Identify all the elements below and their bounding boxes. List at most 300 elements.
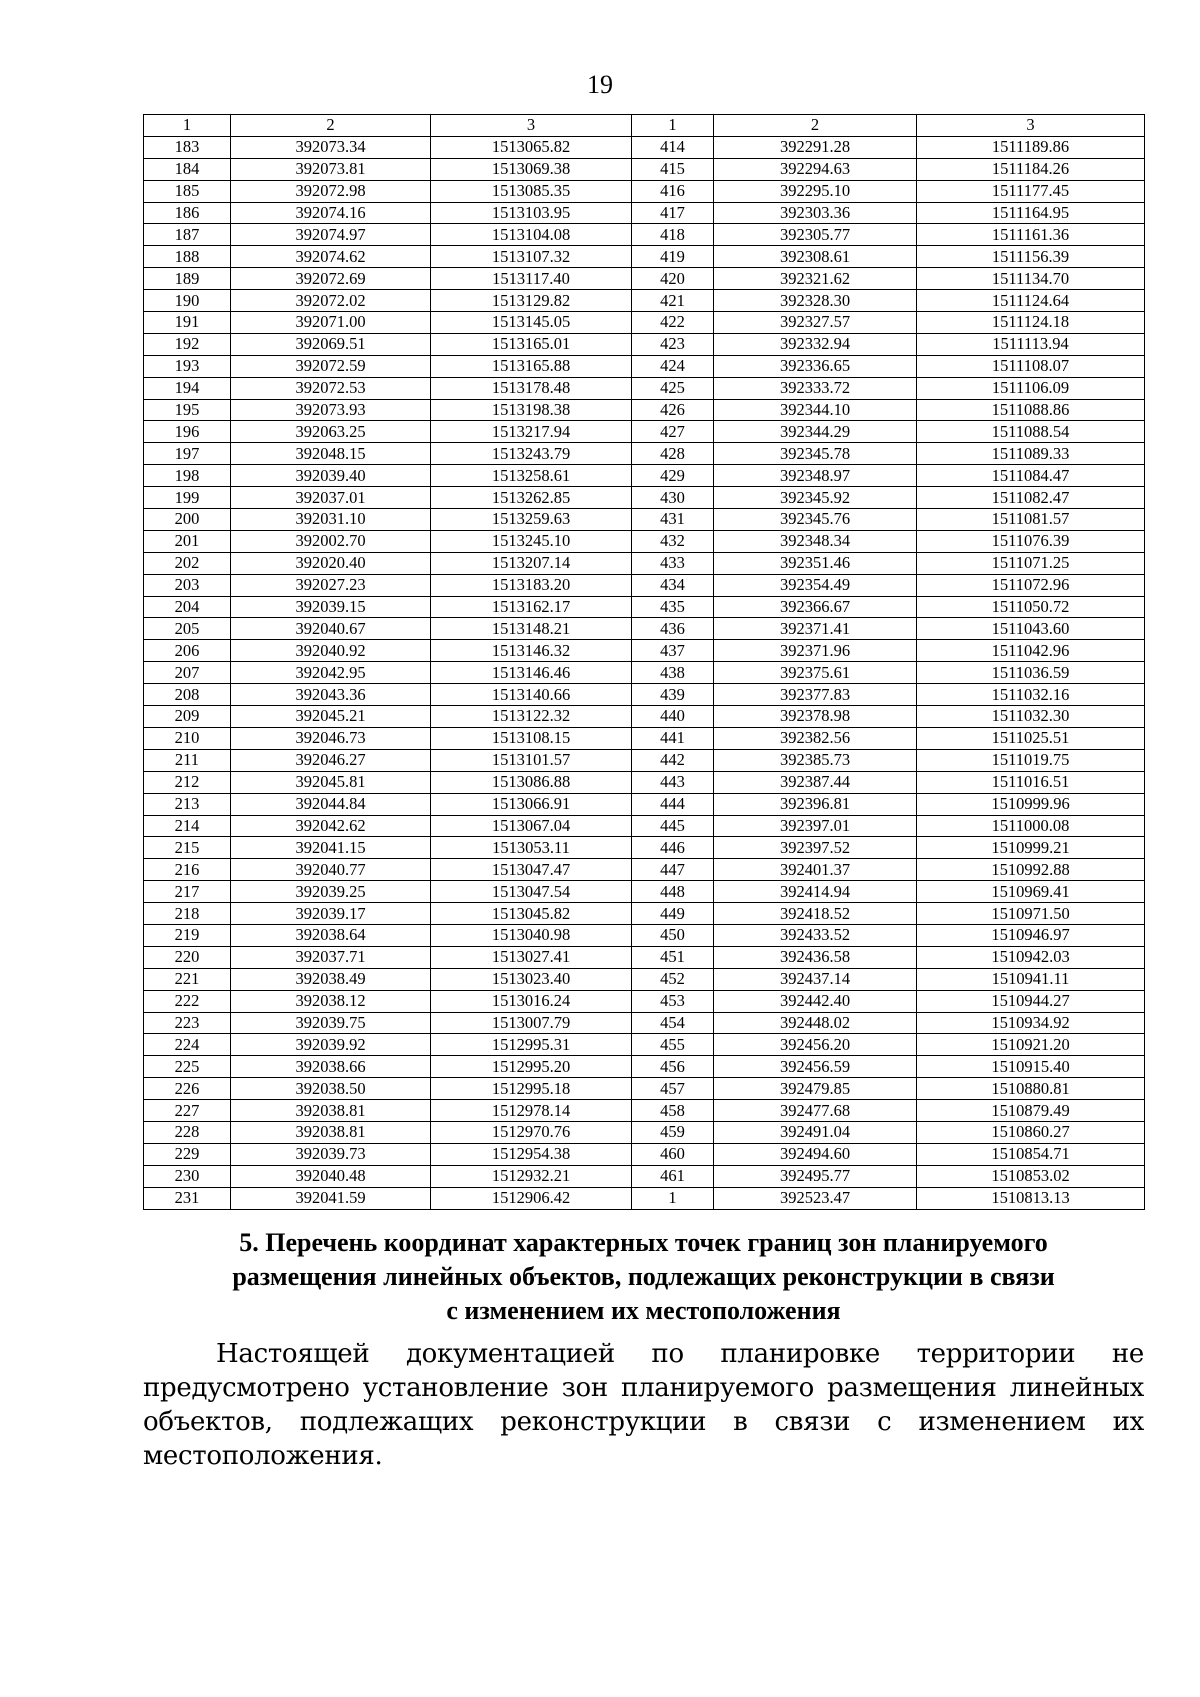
table-row	[144, 377, 1145, 399]
table-cell: 207	[144, 662, 231, 684]
table-cell: 392495.77	[714, 1165, 917, 1187]
table-cell: 230	[144, 1165, 231, 1187]
table-cell: 1510880.81	[917, 1078, 1145, 1100]
table-cell: 1513040.98	[431, 924, 632, 946]
table-row	[144, 1034, 1145, 1056]
table-cell: 392305.77	[714, 224, 917, 246]
table-cell: 1510921.20	[917, 1034, 1145, 1056]
table-row	[144, 706, 1145, 728]
table-row	[144, 487, 1145, 509]
table-cell: 206	[144, 640, 231, 662]
table-cell: 1513198.38	[431, 399, 632, 421]
table-cell: 212	[144, 771, 231, 793]
table-cell: 392397.01	[714, 815, 917, 837]
table-cell: 392038.64	[231, 924, 431, 946]
table-cell: 1510942.03	[917, 946, 1145, 968]
table-cell: 1513129.82	[431, 290, 632, 312]
table-cell: 187	[144, 224, 231, 246]
table-row	[144, 202, 1145, 224]
table-cell: 453	[632, 990, 714, 1012]
table-row	[144, 399, 1145, 421]
table-cell: 392414.94	[714, 881, 917, 903]
table-cell: 1513047.54	[431, 881, 632, 903]
table-cell: 184	[144, 158, 231, 180]
table-cell: 392456.59	[714, 1056, 917, 1078]
table-cell: 1511084.47	[917, 465, 1145, 487]
table-cell: 392002.70	[231, 530, 431, 552]
table-cell: 392040.77	[231, 859, 431, 881]
table-cell: 214	[144, 815, 231, 837]
table-cell: 446	[632, 837, 714, 859]
table-cell: 1513183.20	[431, 574, 632, 596]
table-cell: 1510971.50	[917, 903, 1145, 925]
table-cell: 1513086.88	[431, 771, 632, 793]
table-cell: 392448.02	[714, 1012, 917, 1034]
table-cell: 228	[144, 1121, 231, 1143]
table-cell: 192	[144, 333, 231, 355]
table-cell: 1512906.42	[431, 1187, 632, 1209]
table-cell: 392039.25	[231, 881, 431, 903]
table-cell: 392354.49	[714, 574, 917, 596]
table-cell: 1513148.21	[431, 618, 632, 640]
table-cell: 191	[144, 312, 231, 334]
table-cell: 458	[632, 1100, 714, 1122]
table-cell: 392378.98	[714, 706, 917, 728]
table-cell: 392371.96	[714, 640, 917, 662]
table-cell: 213	[144, 793, 231, 815]
table-row	[144, 793, 1145, 815]
table-cell: 185	[144, 180, 231, 202]
table-row	[144, 968, 1145, 990]
table-row	[144, 990, 1145, 1012]
table-row	[144, 618, 1145, 640]
table-cell: 392027.23	[231, 574, 431, 596]
table-cell: 425	[632, 377, 714, 399]
table-cell: 392332.94	[714, 333, 917, 355]
table-cell: 392375.61	[714, 662, 917, 684]
table-cell: 194	[144, 377, 231, 399]
table-cell: 1511124.18	[917, 312, 1145, 334]
table-cell: 1510934.92	[917, 1012, 1145, 1034]
table-cell: 1511043.60	[917, 618, 1145, 640]
table-cell: 1511050.72	[917, 596, 1145, 618]
table-cell: 392303.36	[714, 202, 917, 224]
table-row	[144, 640, 1145, 662]
table-cell: 392348.34	[714, 530, 917, 552]
table-cell: 1513069.38	[431, 158, 632, 180]
table-cell: 1510854.71	[917, 1143, 1145, 1165]
table-cell: 392045.21	[231, 706, 431, 728]
table-cell: 1513162.17	[431, 596, 632, 618]
table-cell: 441	[632, 727, 714, 749]
table-cell: 440	[632, 706, 714, 728]
table-row	[144, 1078, 1145, 1100]
table-cell: 1511088.54	[917, 421, 1145, 443]
table-cell: 1513016.24	[431, 990, 632, 1012]
table-cell: 434	[632, 574, 714, 596]
table-cell: 1513207.14	[431, 552, 632, 574]
table-cell: 422	[632, 312, 714, 334]
table-cell: 210	[144, 727, 231, 749]
table-cell: 392333.72	[714, 377, 917, 399]
table-cell: 1511108.07	[917, 355, 1145, 377]
table-cell: 392040.67	[231, 618, 431, 640]
table-cell: 1512954.38	[431, 1143, 632, 1165]
table-cell: 1513107.32	[431, 246, 632, 268]
coordinates-table	[143, 114, 1145, 1210]
table-cell: 392073.34	[231, 136, 431, 158]
table-cell: 392308.61	[714, 246, 917, 268]
table-cell: 416	[632, 180, 714, 202]
table-cell: 392401.37	[714, 859, 917, 881]
table-cell: 1513085.35	[431, 180, 632, 202]
table-cell: 428	[632, 443, 714, 465]
table-row	[144, 574, 1145, 596]
table-cell: 1511156.39	[917, 246, 1145, 268]
table-cell: 1511113.94	[917, 333, 1145, 355]
table-cell: 1513243.79	[431, 443, 632, 465]
table-cell: 1510860.27	[917, 1121, 1145, 1143]
section-paragraph: Настоящей документацией по планировке территории не предусмотрено установление зон планируемого размещения линейных объектов, подлежащих реконструкции в связи с изменением их местоположения.	[143, 1339, 1144, 1471]
table-cell: 201	[144, 530, 231, 552]
table-row	[144, 1165, 1145, 1187]
table-cell: 392327.57	[714, 312, 917, 334]
table-cell: 227	[144, 1100, 231, 1122]
table-cell: 415	[632, 158, 714, 180]
table-cell: 1510813.13	[917, 1187, 1145, 1209]
table-row	[144, 355, 1145, 377]
table-cell: 392039.17	[231, 903, 431, 925]
header-cell: 3	[431, 115, 632, 137]
table-cell: 419	[632, 246, 714, 268]
table-cell: 392040.48	[231, 1165, 431, 1187]
table-row	[144, 771, 1145, 793]
table-cell: 392074.62	[231, 246, 431, 268]
table-cell: 208	[144, 684, 231, 706]
table-header-row	[144, 115, 1145, 137]
table-cell: 392295.10	[714, 180, 917, 202]
table-cell: 460	[632, 1143, 714, 1165]
table-cell: 392456.20	[714, 1034, 917, 1056]
table-cell: 392031.10	[231, 509, 431, 531]
table-row	[144, 881, 1145, 903]
table-cell: 392041.59	[231, 1187, 431, 1209]
table-cell: 392344.29	[714, 421, 917, 443]
table-cell: 424	[632, 355, 714, 377]
table-cell: 450	[632, 924, 714, 946]
table-cell: 1510915.40	[917, 1056, 1145, 1078]
table-cell: 224	[144, 1034, 231, 1056]
table-cell: 454	[632, 1012, 714, 1034]
table-cell: 220	[144, 946, 231, 968]
table-cell: 392366.67	[714, 596, 917, 618]
table-cell: 198	[144, 465, 231, 487]
table-cell: 417	[632, 202, 714, 224]
table-row	[144, 815, 1145, 837]
table-cell: 433	[632, 552, 714, 574]
header-cell: 2	[714, 115, 917, 137]
table-row	[144, 312, 1145, 334]
header-cell: 2	[231, 115, 431, 137]
table-cell: 1510853.02	[917, 1165, 1145, 1187]
header-cell: 1	[632, 115, 714, 137]
table-cell: 1513104.08	[431, 224, 632, 246]
table-cell: 439	[632, 684, 714, 706]
table-cell: 1512995.31	[431, 1034, 632, 1056]
table-cell: 392041.15	[231, 837, 431, 859]
table-cell: 392043.36	[231, 684, 431, 706]
table-cell: 1511134.70	[917, 268, 1145, 290]
table-row	[144, 465, 1145, 487]
table-cell: 392344.10	[714, 399, 917, 421]
table-cell: 421	[632, 290, 714, 312]
table-cell: 392042.95	[231, 662, 431, 684]
table-cell: 448	[632, 881, 714, 903]
table-cell: 1513023.40	[431, 968, 632, 990]
table-cell: 209	[144, 706, 231, 728]
table-cell: 1513045.82	[431, 903, 632, 925]
table-row	[144, 509, 1145, 531]
table-cell: 392073.81	[231, 158, 431, 180]
table-cell: 1512978.14	[431, 1100, 632, 1122]
table-row	[144, 837, 1145, 859]
table-cell: 1513258.61	[431, 465, 632, 487]
table-cell: 225	[144, 1056, 231, 1078]
table-row	[144, 290, 1145, 312]
table-row	[144, 727, 1145, 749]
table-cell: 1511016.51	[917, 771, 1145, 793]
table-cell: 447	[632, 859, 714, 881]
table-cell: 1511032.30	[917, 706, 1145, 728]
section-title	[143, 1226, 1144, 1328]
table-cell: 392072.02	[231, 290, 431, 312]
table-cell: 203	[144, 574, 231, 596]
table-row	[144, 946, 1145, 968]
table-cell: 1510879.49	[917, 1100, 1145, 1122]
table-cell: 1513146.46	[431, 662, 632, 684]
table-cell: 1513178.48	[431, 377, 632, 399]
table-cell: 1513067.04	[431, 815, 632, 837]
table-cell: 196	[144, 421, 231, 443]
table-row	[144, 1187, 1145, 1209]
table-cell: 392321.62	[714, 268, 917, 290]
table-cell: 1511161.36	[917, 224, 1145, 246]
table-cell: 1511000.08	[917, 815, 1145, 837]
table-row	[144, 333, 1145, 355]
table-cell: 459	[632, 1121, 714, 1143]
table-cell: 392046.73	[231, 727, 431, 749]
table-cell: 461	[632, 1165, 714, 1187]
table-cell: 1513122.32	[431, 706, 632, 728]
table-row	[144, 530, 1145, 552]
table-row	[144, 903, 1145, 925]
table-cell: 420	[632, 268, 714, 290]
table-cell: 1512932.21	[431, 1165, 632, 1187]
table-cell: 1511177.45	[917, 180, 1145, 202]
table-cell: 392351.46	[714, 552, 917, 574]
table-cell: 1511036.59	[917, 662, 1145, 684]
table-cell: 1511076.39	[917, 530, 1145, 552]
table-cell: 392328.30	[714, 290, 917, 312]
table-cell: 392069.51	[231, 333, 431, 355]
table-cell: 205	[144, 618, 231, 640]
table-cell: 1511089.33	[917, 443, 1145, 465]
table-cell: 392397.52	[714, 837, 917, 859]
table-row	[144, 1012, 1145, 1034]
table-cell: 392038.81	[231, 1100, 431, 1122]
table-cell: 1513108.15	[431, 727, 632, 749]
table-cell: 1513047.47	[431, 859, 632, 881]
table-cell: 392348.97	[714, 465, 917, 487]
table-cell: 418	[632, 224, 714, 246]
table-cell: 1	[632, 1187, 714, 1209]
table-cell: 1513165.01	[431, 333, 632, 355]
table-cell: 429	[632, 465, 714, 487]
table-row	[144, 859, 1145, 881]
table-cell: 392040.92	[231, 640, 431, 662]
table-cell: 426	[632, 399, 714, 421]
table-row	[144, 136, 1145, 158]
table-cell: 193	[144, 355, 231, 377]
table-cell: 392039.40	[231, 465, 431, 487]
table-cell: 431	[632, 509, 714, 531]
table-cell: 392037.01	[231, 487, 431, 509]
table-cell: 1513146.32	[431, 640, 632, 662]
table-cell: 392072.98	[231, 180, 431, 202]
table-cell: 229	[144, 1143, 231, 1165]
table-cell: 1510941.11	[917, 968, 1145, 990]
table-cell: 1511088.86	[917, 399, 1145, 421]
table-cell: 1510999.96	[917, 793, 1145, 815]
table-cell: 1511082.47	[917, 487, 1145, 509]
table-cell: 1510969.41	[917, 881, 1145, 903]
table-cell: 1511032.16	[917, 684, 1145, 706]
table-cell: 1513262.85	[431, 487, 632, 509]
table-cell: 1511072.96	[917, 574, 1145, 596]
table-cell: 392491.04	[714, 1121, 917, 1143]
table-cell: 1513217.94	[431, 421, 632, 443]
table-cell: 183	[144, 136, 231, 158]
table-cell: 392072.53	[231, 377, 431, 399]
section-title-line: с изменением их местоположения	[446, 1296, 841, 1325]
table-cell: 188	[144, 246, 231, 268]
table-cell: 1511164.95	[917, 202, 1145, 224]
table-cell: 392020.40	[231, 552, 431, 574]
table-cell: 392418.52	[714, 903, 917, 925]
table-cell: 222	[144, 990, 231, 1012]
table-cell: 435	[632, 596, 714, 618]
table-cell: 392291.28	[714, 136, 917, 158]
table-cell: 392479.85	[714, 1078, 917, 1100]
table-cell: 1512995.18	[431, 1078, 632, 1100]
table-cell: 1513027.41	[431, 946, 632, 968]
table-cell: 231	[144, 1187, 231, 1209]
table-row	[144, 596, 1145, 618]
table-cell: 392345.78	[714, 443, 917, 465]
table-cell: 190	[144, 290, 231, 312]
table-cell: 197	[144, 443, 231, 465]
table-cell: 443	[632, 771, 714, 793]
table-cell: 423	[632, 333, 714, 355]
table-cell: 392345.92	[714, 487, 917, 509]
table-cell: 427	[632, 421, 714, 443]
table-cell: 392494.60	[714, 1143, 917, 1165]
table-cell: 1513165.88	[431, 355, 632, 377]
table-row	[144, 1100, 1145, 1122]
table-cell: 1513007.79	[431, 1012, 632, 1034]
table-row	[144, 1056, 1145, 1078]
table-row	[144, 1121, 1145, 1143]
table-cell: 392396.81	[714, 793, 917, 815]
table-cell: 219	[144, 924, 231, 946]
table-cell: 1512970.76	[431, 1121, 632, 1143]
table-cell: 200	[144, 509, 231, 531]
table-cell: 1510999.21	[917, 837, 1145, 859]
table-cell: 1512995.20	[431, 1056, 632, 1078]
table-cell: 1513140.66	[431, 684, 632, 706]
table-cell: 392038.49	[231, 968, 431, 990]
table-cell: 414	[632, 136, 714, 158]
table-cell: 457	[632, 1078, 714, 1100]
table-cell: 217	[144, 881, 231, 903]
table-cell: 1513053.11	[431, 837, 632, 859]
table-cell: 1511042.96	[917, 640, 1145, 662]
table-cell: 1513259.63	[431, 509, 632, 531]
table-cell: 392336.65	[714, 355, 917, 377]
table-cell: 1513101.57	[431, 749, 632, 771]
header-cell: 1	[144, 115, 231, 137]
table-body	[144, 136, 1145, 1209]
table-cell: 1511189.86	[917, 136, 1145, 158]
table-cell: 1510992.88	[917, 859, 1145, 881]
table-cell: 1511106.09	[917, 377, 1145, 399]
header-cell: 3	[917, 115, 1145, 137]
table-cell: 392039.15	[231, 596, 431, 618]
table-row	[144, 684, 1145, 706]
table-cell: 392071.00	[231, 312, 431, 334]
table-cell: 1510946.97	[917, 924, 1145, 946]
table-cell: 392039.73	[231, 1143, 431, 1165]
table-cell: 392039.92	[231, 1034, 431, 1056]
table-row	[144, 268, 1145, 290]
table-cell: 392294.63	[714, 158, 917, 180]
table-cell: 445	[632, 815, 714, 837]
table-row	[144, 224, 1145, 246]
table-row	[144, 552, 1145, 574]
table-cell: 1513117.40	[431, 268, 632, 290]
table-cell: 216	[144, 859, 231, 881]
table-row	[144, 246, 1145, 268]
table-cell: 392048.15	[231, 443, 431, 465]
table-cell: 215	[144, 837, 231, 859]
table-cell: 392387.44	[714, 771, 917, 793]
table-cell: 392433.52	[714, 924, 917, 946]
page-number: 19	[587, 70, 613, 99]
table-cell: 392045.81	[231, 771, 431, 793]
table-cell: 392063.25	[231, 421, 431, 443]
table-cell: 204	[144, 596, 231, 618]
table-cell: 221	[144, 968, 231, 990]
table-cell: 392437.14	[714, 968, 917, 990]
table-cell: 1513065.82	[431, 136, 632, 158]
table-cell: 1511124.64	[917, 290, 1145, 312]
table-cell: 392477.68	[714, 1100, 917, 1122]
table-cell: 223	[144, 1012, 231, 1034]
table-cell: 1511019.75	[917, 749, 1145, 771]
table-row	[144, 662, 1145, 684]
table-cell: 226	[144, 1078, 231, 1100]
table-cell: 392523.47	[714, 1187, 917, 1209]
